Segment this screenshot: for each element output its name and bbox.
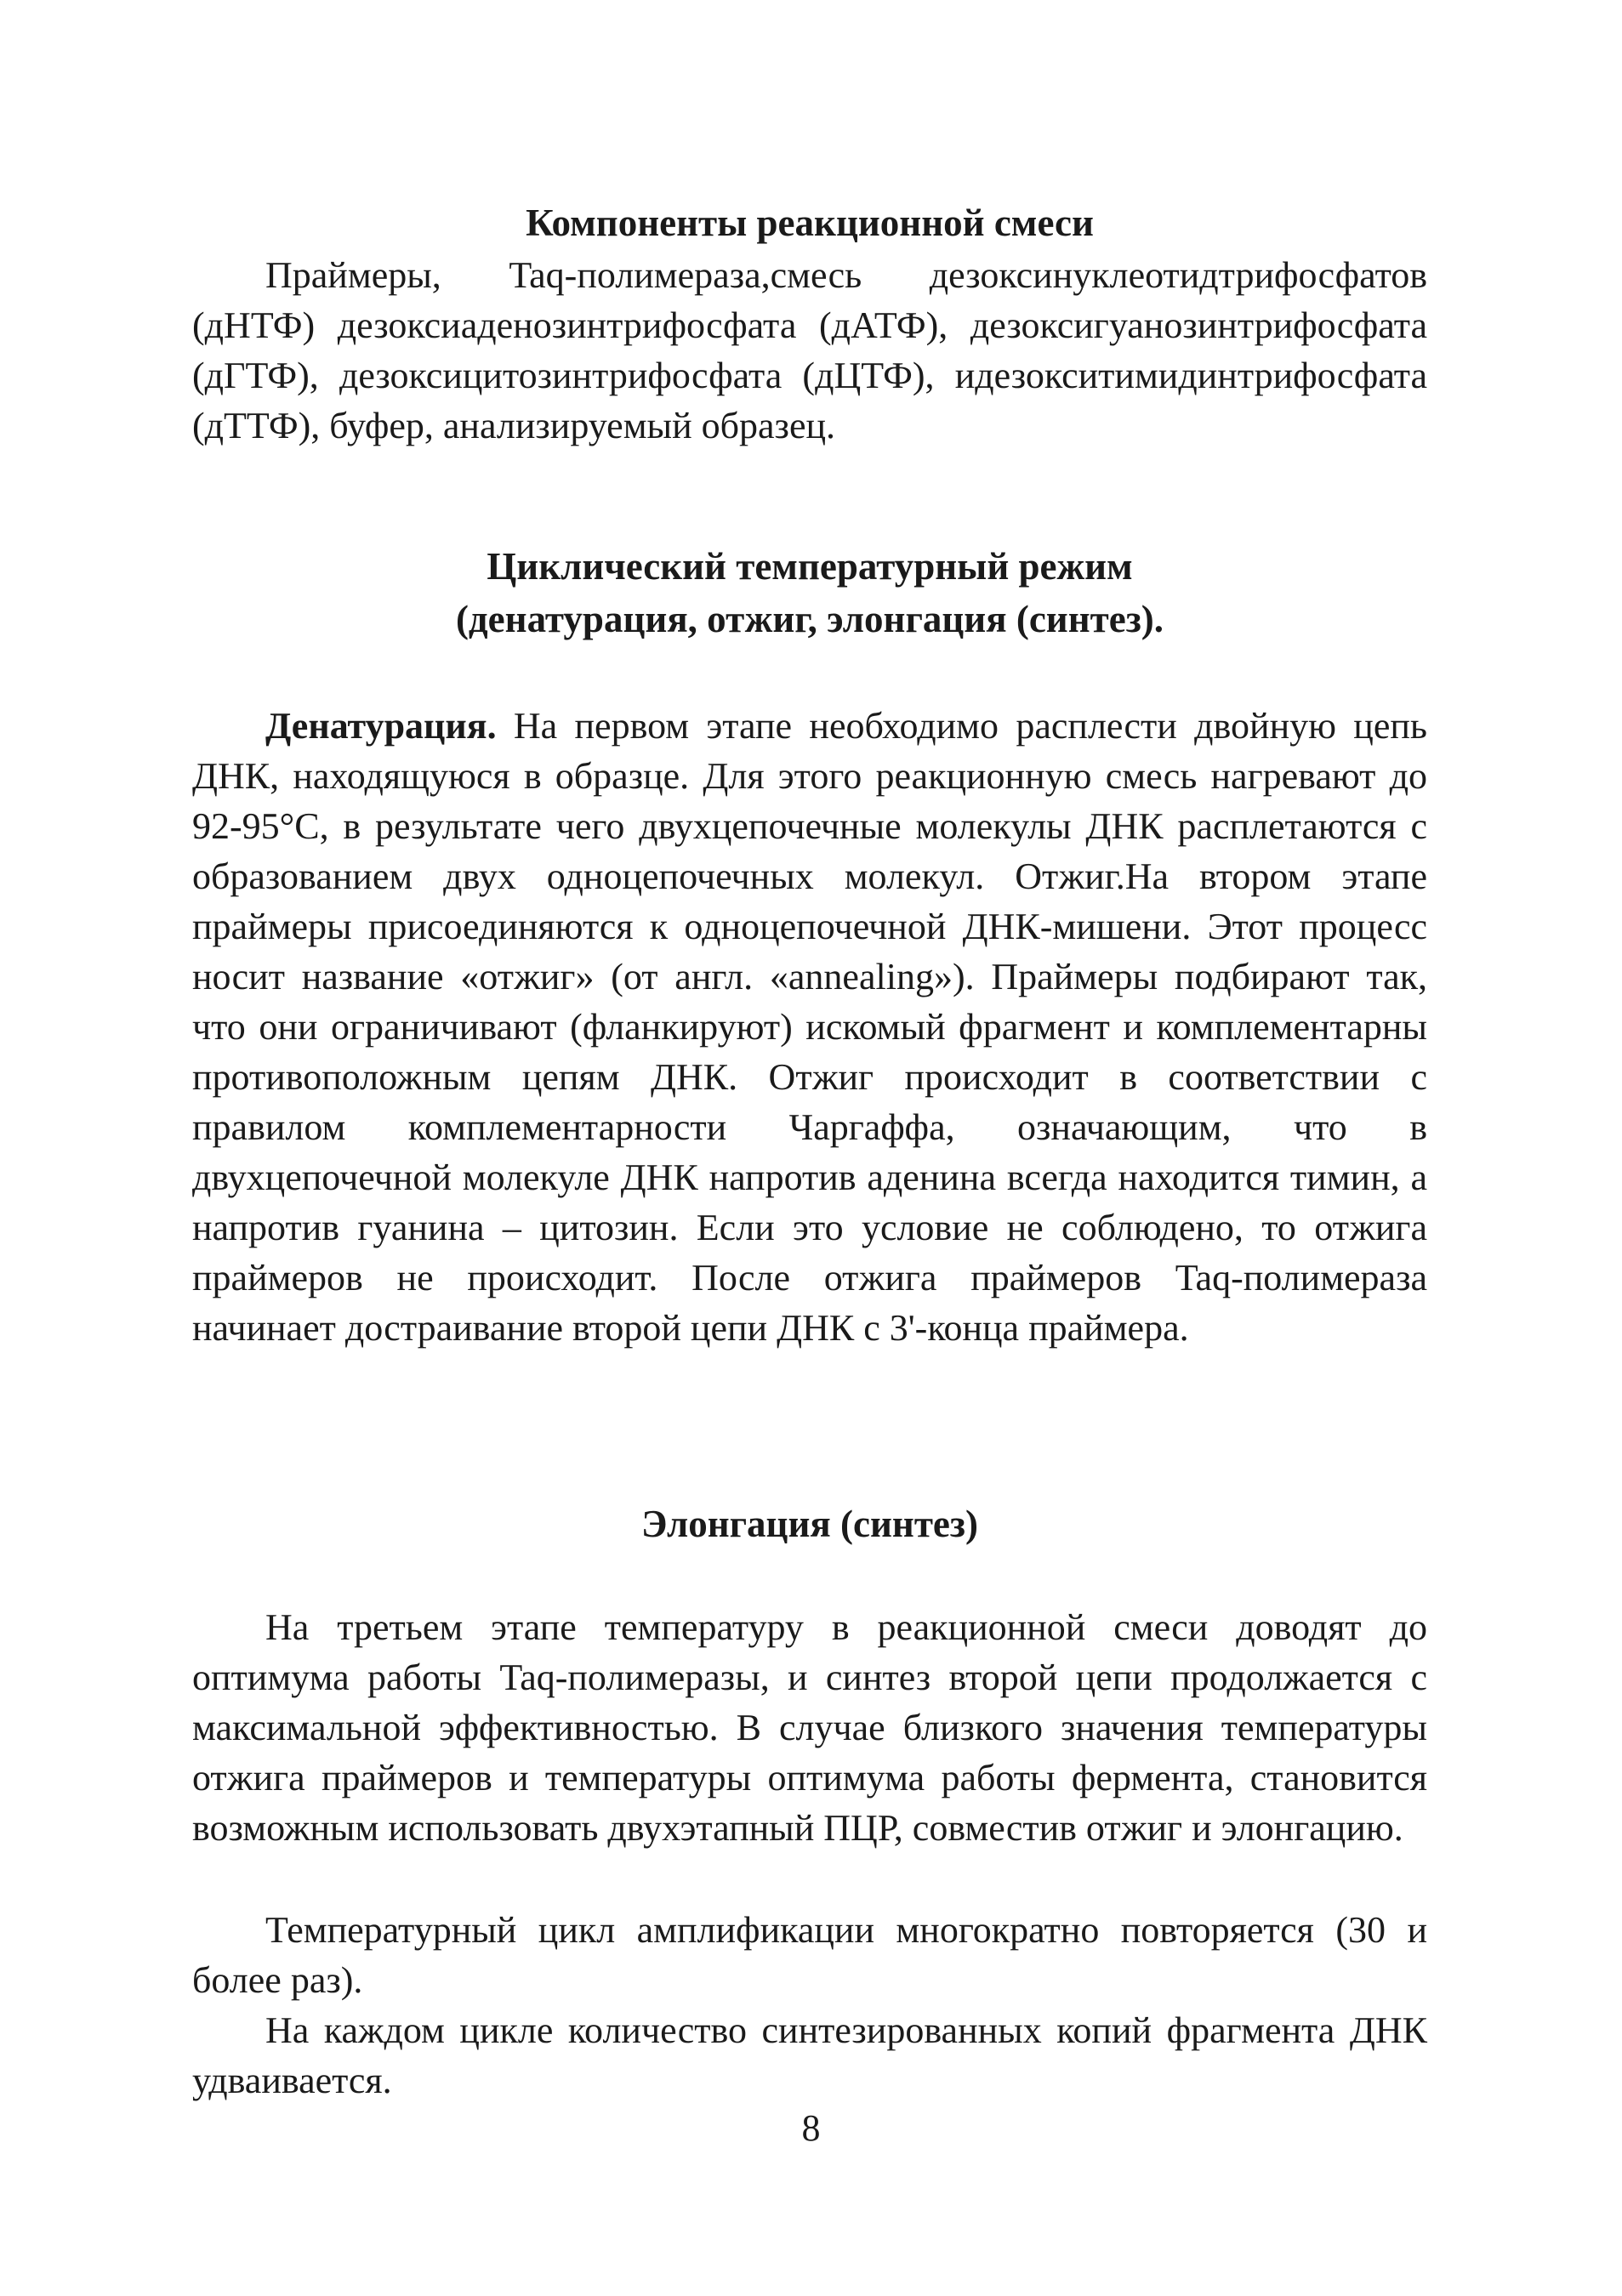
components-paragraph: Праймеры, Taq-полимераза,смесь дезоксинуклеотидтрифосфатов (дНТФ) дезоксиаденозинтрифосфата (дАТФ), дезоксигуанозинтрифосфата (дГТФ), дезоксицитозинтрифосфата (дЦТФ), идезокситимидинтрифосфата (дТТФ), буфер, анализируемый образец. bbox=[192, 254, 1427, 446]
cycle-heading-line2: (денатурация, отжиг, элонгация (синтез). bbox=[455, 598, 1164, 640]
denaturation-text: На первом этапе необходимо расплести двойную цепь ДНК, находящуюся в образце. Для этого реакционную смесь нагревают до 92-95°С, в результате чего двухцепочечные молекулы ДНК расплетаются с образованием двух одноцепочечных молекул. Отжиг.На втором этапе праймеры присоединяются к одноцепочечной ДНК-мишени. Этот процесс носит название «отжиг» (от англ. «annealing»). Праймеры подбирают так, что они ограничивают (фланкируют) искомый фрагмент и комплементарны противоположным цепям ДНК. Отжиг происходит в соответствии с правилом комплементарности Чаргаффа, означающим, что в двухцепочечной молекуле ДНК напротив аденина всегда находится тимин, а напротив гуанина – цитозин. Если это условие не соблюдено, то отжига праймеров не происходит. После отжига праймеров Taq-полимераза начинает достраивание второй цепи ДНК с 3'-конца праймера. bbox=[192, 705, 1427, 1349]
elongation-paragraph-1: На третьем этапе температуру в реакционной смеси доводят до оптимума работы Taq-полимеразы, и синтез второй цепи продолжается с максимальной эффективностью. В случае близкого значения температуры отжига праймеров и температуры оптимума работы фермента, становится возможным использовать двухэтапный ПЦР, совместив отжиг и элонгацию. bbox=[192, 1606, 1427, 1849]
cycle-heading-line1: Циклический температурный режим bbox=[487, 545, 1133, 588]
denaturation-lead: Денатурация. bbox=[265, 705, 497, 747]
denaturation-paragraph bbox=[192, 701, 1427, 1353]
components-heading: Компоненты реакционной смеси bbox=[526, 202, 1094, 244]
elongation-heading: Элонгация (синтез) bbox=[641, 1503, 978, 1545]
page-number: 8 bbox=[801, 2107, 821, 2149]
elongation-paragraph-3: На каждом цикле количество синтезированных копий фрагмента ДНК удваивается. bbox=[192, 2009, 1427, 2101]
elongation-paragraph-2: Температурный цикл амплификации многократно повторяется (30 и более раз). bbox=[192, 1909, 1427, 2001]
